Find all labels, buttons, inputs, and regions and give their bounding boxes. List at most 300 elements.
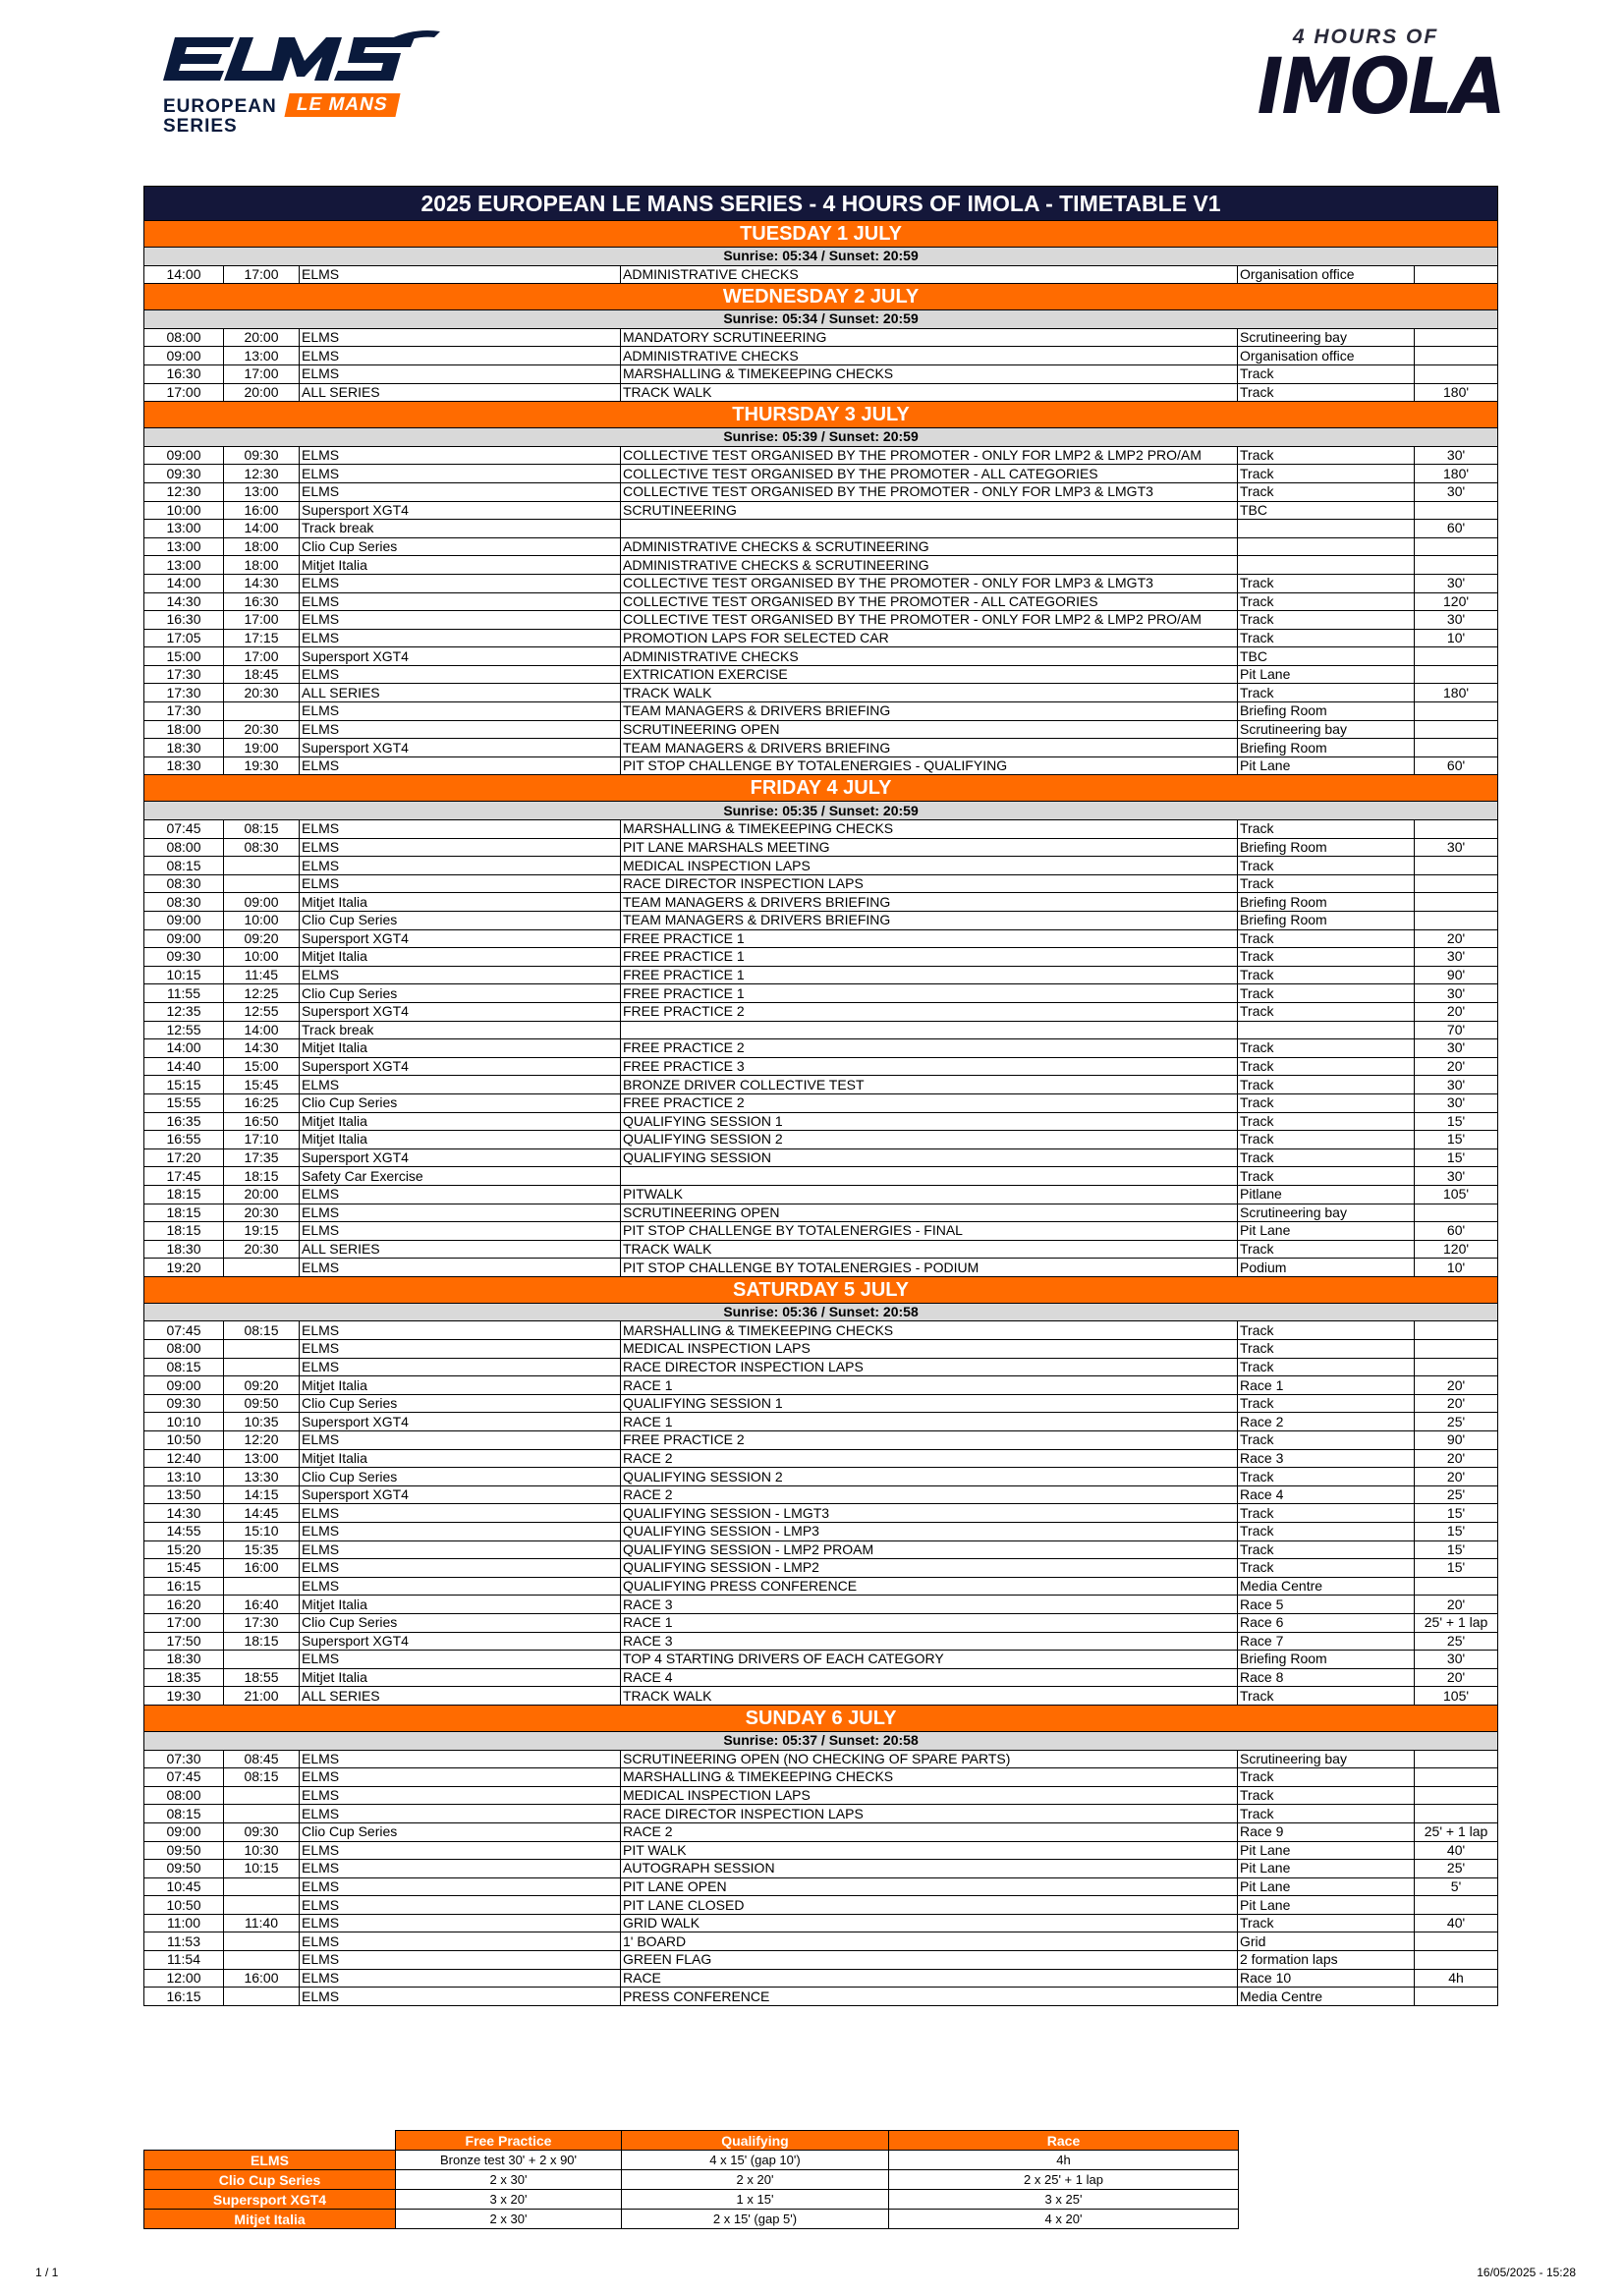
cell-end-time xyxy=(224,702,300,721)
table-row xyxy=(144,611,1498,630)
day-header-row xyxy=(144,284,1498,310)
cell-start-time: 13:00 xyxy=(144,520,224,538)
cell-start-time: 08:00 xyxy=(144,838,224,857)
cell-start-time: 07:45 xyxy=(144,820,224,839)
table-row xyxy=(144,857,1498,875)
cell-start-time: 19:20 xyxy=(144,1259,224,1277)
cell-activity: ADMINISTRATIVE CHECKS xyxy=(621,347,1238,365)
cell-activity: SCRUTINEERING OPEN (NO CHECKING OF SPARE PARTS) xyxy=(621,1750,1238,1768)
table-row xyxy=(144,1668,1498,1687)
cell-activity xyxy=(621,1021,1238,1039)
cell-activity: QUALIFYING SESSION - LMP3 xyxy=(621,1523,1238,1541)
cell-duration xyxy=(1415,364,1498,383)
cell-series: Mitjet Italia xyxy=(300,1449,621,1468)
table-row xyxy=(144,1485,1498,1504)
cell-activity: QUALIFYING SESSION - LMP2 xyxy=(621,1559,1238,1578)
cell-location: Track xyxy=(1238,364,1415,383)
summary-race: 3 x 25' xyxy=(889,2190,1239,2210)
cell-activity: FREE PRACTICE 1 xyxy=(621,966,1238,984)
cell-end-time xyxy=(224,1340,300,1359)
cell-location: Track xyxy=(1238,1321,1415,1340)
cell-start-time: 11:00 xyxy=(144,1914,224,1932)
summary-qualifying: 2 x 20' xyxy=(622,2170,889,2190)
cell-location: Track xyxy=(1238,1559,1415,1578)
cell-location: Race 7 xyxy=(1238,1632,1415,1651)
cell-series: ELMS xyxy=(300,702,621,721)
cell-end-time: 14:15 xyxy=(224,1485,300,1504)
cell-duration: 30' xyxy=(1415,446,1498,465)
cell-activity: ADMINISTRATIVE CHECKS xyxy=(621,265,1238,284)
cell-series: ELMS xyxy=(300,1340,621,1359)
cell-start-time: 09:30 xyxy=(144,465,224,483)
table-row xyxy=(144,501,1498,520)
cell-end-time xyxy=(224,1805,300,1823)
cell-activity: COLLECTIVE TEST ORGANISED BY THE PROMOTER - ONLY FOR LMP3 & LMGT3 xyxy=(621,574,1238,592)
cell-duration: 15' xyxy=(1415,1131,1498,1149)
cell-activity: RACE DIRECTOR INSPECTION LAPS xyxy=(621,874,1238,893)
cell-duration xyxy=(1415,1750,1498,1768)
cell-activity: FREE PRACTICE 1 xyxy=(621,929,1238,948)
cell-start-time: 12:30 xyxy=(144,482,224,501)
table-row xyxy=(144,1468,1498,1486)
cell-activity: RACE DIRECTOR INSPECTION LAPS xyxy=(621,1358,1238,1376)
elms-badge-le-mans: LE MANS xyxy=(284,93,400,117)
cell-duration xyxy=(1415,1988,1498,2006)
cell-activity: MARSHALLING & TIMEKEEPING CHECKS xyxy=(621,364,1238,383)
cell-activity: PIT LANE OPEN xyxy=(621,1877,1238,1896)
cell-series: Supersport XGT4 xyxy=(300,739,621,757)
cell-series: ELMS xyxy=(300,756,621,775)
cell-activity: QUALIFYING SESSION 2 xyxy=(621,1468,1238,1486)
table-row xyxy=(144,1259,1498,1277)
summary-series: ELMS xyxy=(144,2151,396,2170)
cell-duration xyxy=(1415,1768,1498,1787)
cell-series: ELMS xyxy=(300,838,621,857)
cell-activity: RACE 2 xyxy=(621,1485,1238,1504)
cell-location: Track xyxy=(1238,1358,1415,1376)
cell-start-time: 17:45 xyxy=(144,1167,224,1186)
cell-location: Pit Lane xyxy=(1238,665,1415,684)
cell-activity: QUALIFYING SESSION xyxy=(621,1148,1238,1167)
cell-series: ELMS xyxy=(300,874,621,893)
cell-start-time: 18:00 xyxy=(144,720,224,739)
cell-duration xyxy=(1415,1805,1498,1823)
cell-start-time: 08:15 xyxy=(144,1358,224,1376)
cell-start-time: 08:30 xyxy=(144,893,224,912)
cell-duration: 20' xyxy=(1415,1376,1498,1395)
cell-duration: 10' xyxy=(1415,1259,1498,1277)
cell-activity: RACE 1 xyxy=(621,1613,1238,1632)
cell-activity: PIT STOP CHALLENGE BY TOTALENERGIES - QUALIFYING xyxy=(621,756,1238,775)
cell-series: Mitjet Italia xyxy=(300,1039,621,1058)
day-label: WEDNESDAY 2 JULY xyxy=(144,284,1498,310)
sun-times-row xyxy=(144,428,1498,447)
cell-end-time: 08:15 xyxy=(224,1768,300,1787)
cell-series: ELMS xyxy=(300,1321,621,1340)
cell-activity: GREEN FLAG xyxy=(621,1951,1238,1970)
cell-location: Briefing Room xyxy=(1238,702,1415,721)
table-row xyxy=(144,1932,1498,1951)
cell-start-time: 08:00 xyxy=(144,1786,224,1805)
cell-duration xyxy=(1415,820,1498,839)
cell-start-time: 09:30 xyxy=(144,1394,224,1413)
cell-duration xyxy=(1415,1340,1498,1359)
cell-duration xyxy=(1415,739,1498,757)
cell-end-time: 14:00 xyxy=(224,1021,300,1039)
table-row xyxy=(144,1805,1498,1823)
cell-activity: FREE PRACTICE 2 xyxy=(621,1039,1238,1058)
cell-series: Supersport XGT4 xyxy=(300,1632,621,1651)
cell-start-time: 10:15 xyxy=(144,966,224,984)
cell-activity: RACE 3 xyxy=(621,1596,1238,1614)
table-row xyxy=(144,328,1498,347)
cell-start-time: 08:15 xyxy=(144,857,224,875)
cell-end-time xyxy=(224,1651,300,1669)
cell-series: ELMS xyxy=(300,592,621,611)
cell-series: ELMS xyxy=(300,1651,621,1669)
day-label: TUESDAY 1 JULY xyxy=(144,221,1498,248)
cell-series: ELMS xyxy=(300,1540,621,1559)
cell-end-time: 17:00 xyxy=(224,265,300,284)
cell-location: Track xyxy=(1238,1240,1415,1259)
cell-duration: 180' xyxy=(1415,684,1498,702)
cell-location: Track xyxy=(1238,1687,1415,1706)
cell-location: Track xyxy=(1238,446,1415,465)
summary-header-free-practice: Free Practice xyxy=(396,2131,622,2151)
cell-start-time: 11:53 xyxy=(144,1932,224,1951)
summary-race: 4 x 20' xyxy=(889,2210,1239,2229)
cell-end-time: 20:30 xyxy=(224,684,300,702)
cell-activity: TRACK WALK xyxy=(621,383,1238,402)
cell-activity: TRACK WALK xyxy=(621,684,1238,702)
cell-activity: RACE xyxy=(621,1969,1238,1988)
cell-start-time: 14:30 xyxy=(144,1504,224,1523)
cell-series: ELMS xyxy=(300,364,621,383)
cell-activity: PRESS CONFERENCE xyxy=(621,1988,1238,2006)
cell-end-time: 14:30 xyxy=(224,1039,300,1058)
cell-start-time: 17:30 xyxy=(144,684,224,702)
cell-duration: 60' xyxy=(1415,520,1498,538)
cell-location: Track xyxy=(1238,966,1415,984)
cell-location: Scrutineering bay xyxy=(1238,1750,1415,1768)
cell-activity: TEAM MANAGERS & DRIVERS BRIEFING xyxy=(621,739,1238,757)
cell-start-time: 16:30 xyxy=(144,364,224,383)
table-row xyxy=(144,1969,1498,1988)
sun-times-row xyxy=(144,802,1498,820)
cell-activity: BRONZE DRIVER COLLECTIVE TEST xyxy=(621,1076,1238,1094)
cell-activity: FREE PRACTICE 2 xyxy=(621,1431,1238,1450)
cell-end-time: 10:15 xyxy=(224,1860,300,1878)
summary-series: Supersport XGT4 xyxy=(144,2190,396,2210)
cell-location: Track xyxy=(1238,1002,1415,1021)
cell-series: ELMS xyxy=(300,574,621,592)
table-row xyxy=(144,1822,1498,1841)
cell-duration xyxy=(1415,893,1498,912)
table-row xyxy=(144,364,1498,383)
cell-location: Track xyxy=(1238,592,1415,611)
cell-start-time: 18:30 xyxy=(144,739,224,757)
cell-end-time: 09:20 xyxy=(224,1376,300,1395)
cell-start-time: 07:30 xyxy=(144,1750,224,1768)
cell-location: Race 1 xyxy=(1238,1376,1415,1395)
cell-series: Mitjet Italia xyxy=(300,1376,621,1395)
cell-location: Track xyxy=(1238,574,1415,592)
cell-start-time: 14:55 xyxy=(144,1523,224,1541)
day-label: THURSDAY 3 JULY xyxy=(144,402,1498,428)
cell-series: ELMS xyxy=(300,611,621,630)
sun-times: Sunrise: 05:34 / Sunset: 20:59 xyxy=(144,248,1498,266)
cell-duration: 15' xyxy=(1415,1504,1498,1523)
cell-duration xyxy=(1415,874,1498,893)
cell-activity: COLLECTIVE TEST ORGANISED BY THE PROMOTER - ALL CATEGORIES xyxy=(621,592,1238,611)
cell-location xyxy=(1238,520,1415,538)
cell-start-time: 09:00 xyxy=(144,912,224,930)
cell-duration xyxy=(1415,1577,1498,1596)
cell-end-time: 13:00 xyxy=(224,482,300,501)
cell-series: Mitjet Italia xyxy=(300,1131,621,1149)
cell-activity: TOP 4 STARTING DRIVERS OF EACH CATEGORY xyxy=(621,1651,1238,1669)
summary-series: Mitjet Italia xyxy=(144,2210,396,2229)
cell-start-time: 17:30 xyxy=(144,665,224,684)
cell-end-time: 20:00 xyxy=(224,383,300,402)
table-row xyxy=(144,1613,1498,1632)
table-row xyxy=(144,520,1498,538)
cell-location: Track xyxy=(1238,611,1415,630)
cell-end-time: 09:30 xyxy=(224,446,300,465)
cell-start-time: 17:30 xyxy=(144,702,224,721)
sun-times-row xyxy=(144,1731,1498,1750)
cell-series: Supersport XGT4 xyxy=(300,1413,621,1431)
cell-location: Track xyxy=(1238,948,1415,967)
cell-series: ELMS xyxy=(300,1358,621,1376)
cell-start-time: 18:35 xyxy=(144,1668,224,1687)
cell-duration xyxy=(1415,665,1498,684)
cell-activity: QUALIFYING SESSION 1 xyxy=(621,1112,1238,1131)
cell-location: Track xyxy=(1238,820,1415,839)
cell-start-time: 18:15 xyxy=(144,1185,224,1204)
cell-end-time xyxy=(224,1988,300,2006)
cell-series: ELMS xyxy=(300,1841,621,1860)
table-row xyxy=(144,347,1498,365)
table-row xyxy=(144,465,1498,483)
cell-end-time xyxy=(224,1877,300,1896)
cell-duration: 20' xyxy=(1415,1057,1498,1076)
table-row xyxy=(144,684,1498,702)
cell-duration xyxy=(1415,328,1498,347)
table-row xyxy=(144,756,1498,775)
cell-end-time: 17:00 xyxy=(224,647,300,666)
day-header-row xyxy=(144,775,1498,802)
cell-activity: SCRUTINEERING OPEN xyxy=(621,1204,1238,1222)
cell-end-time xyxy=(224,1358,300,1376)
cell-activity: RACE 2 xyxy=(621,1449,1238,1468)
cell-end-time: 10:00 xyxy=(224,948,300,967)
table-row xyxy=(144,1523,1498,1541)
summary-header-race: Race xyxy=(889,2131,1239,2151)
cell-start-time: 10:00 xyxy=(144,501,224,520)
cell-location: Scrutineering bay xyxy=(1238,328,1415,347)
cell-end-time: 15:45 xyxy=(224,1076,300,1094)
cell-end-time: 15:35 xyxy=(224,1540,300,1559)
cell-duration: 20' xyxy=(1415,1468,1498,1486)
cell-series: ELMS xyxy=(300,1222,621,1241)
cell-end-time: 10:00 xyxy=(224,912,300,930)
cell-series: ELMS xyxy=(300,1204,621,1222)
cell-duration: 120' xyxy=(1415,592,1498,611)
cell-end-time: 08:15 xyxy=(224,1321,300,1340)
cell-location: Pit Lane xyxy=(1238,1841,1415,1860)
cell-duration xyxy=(1415,265,1498,284)
cell-start-time: 11:55 xyxy=(144,984,224,1003)
cell-activity: QUALIFYING SESSION 2 xyxy=(621,1131,1238,1149)
cell-series: Track break xyxy=(300,520,621,538)
cell-duration: 20' xyxy=(1415,1596,1498,1614)
cell-end-time: 13:00 xyxy=(224,347,300,365)
cell-series: ELMS xyxy=(300,1523,621,1541)
table-row xyxy=(144,1786,1498,1805)
cell-start-time: 12:55 xyxy=(144,1021,224,1039)
cell-end-time: 20:00 xyxy=(224,328,300,347)
cell-start-time: 08:00 xyxy=(144,1340,224,1359)
cell-location: Organisation office xyxy=(1238,265,1415,284)
cell-location: Pit Lane xyxy=(1238,756,1415,775)
cell-location: Track xyxy=(1238,1093,1415,1112)
table-row xyxy=(144,1112,1498,1131)
cell-start-time: 15:55 xyxy=(144,1093,224,1112)
table-row xyxy=(144,1577,1498,1596)
table-row xyxy=(144,647,1498,666)
table-row xyxy=(144,1039,1498,1058)
cell-location: Pit Lane xyxy=(1238,1860,1415,1878)
cell-activity: SCRUTINEERING OPEN xyxy=(621,720,1238,739)
cell-duration xyxy=(1415,1896,1498,1915)
cell-series: Track break xyxy=(300,1021,621,1039)
table-row xyxy=(144,1131,1498,1149)
cell-activity: MEDICAL INSPECTION LAPS xyxy=(621,1786,1238,1805)
cell-end-time: 16:00 xyxy=(224,501,300,520)
cell-end-time: 12:55 xyxy=(224,1002,300,1021)
cell-start-time: 09:00 xyxy=(144,347,224,365)
cell-end-time: 18:45 xyxy=(224,665,300,684)
cell-start-time: 09:50 xyxy=(144,1841,224,1860)
cell-duration xyxy=(1415,556,1498,575)
cell-duration: 20' xyxy=(1415,1394,1498,1413)
cell-start-time: 14:40 xyxy=(144,1057,224,1076)
cell-location: Race 9 xyxy=(1238,1822,1415,1841)
table-row xyxy=(144,265,1498,284)
cell-activity: PIT LANE MARSHALS MEETING xyxy=(621,838,1238,857)
cell-series: ELMS xyxy=(300,1969,621,1988)
cell-end-time: 18:15 xyxy=(224,1167,300,1186)
cell-duration: 90' xyxy=(1415,1431,1498,1450)
elms-wordmark-graphic xyxy=(157,28,442,96)
cell-end-time xyxy=(224,874,300,893)
cell-end-time: 20:00 xyxy=(224,1185,300,1204)
cell-series: ELMS xyxy=(300,1750,621,1768)
elms-sub-series: SERIES xyxy=(163,116,238,137)
cell-end-time: 19:30 xyxy=(224,756,300,775)
cell-location: Briefing Room xyxy=(1238,912,1415,930)
cell-location: Organisation office xyxy=(1238,347,1415,365)
cell-end-time: 12:30 xyxy=(224,465,300,483)
cell-duration: 30' xyxy=(1415,1093,1498,1112)
cell-series: Clio Cup Series xyxy=(300,912,621,930)
cell-duration: 15' xyxy=(1415,1148,1498,1167)
table-row xyxy=(144,1358,1498,1376)
cell-duration: 10' xyxy=(1415,629,1498,647)
cell-end-time: 16:30 xyxy=(224,592,300,611)
table-row xyxy=(144,1185,1498,1204)
table-row xyxy=(144,1021,1498,1039)
sun-times: Sunrise: 05:34 / Sunset: 20:59 xyxy=(144,310,1498,329)
cell-series: Clio Cup Series xyxy=(300,537,621,556)
print-date: 16/05/2025 - 15:28 xyxy=(1477,2266,1576,2279)
cell-end-time: 18:00 xyxy=(224,556,300,575)
table-row xyxy=(144,1596,1498,1614)
table-row xyxy=(144,1204,1498,1222)
cell-activity: RACE 3 xyxy=(621,1632,1238,1651)
table-row xyxy=(144,1449,1498,1468)
cell-duration xyxy=(1415,1358,1498,1376)
cell-duration: 15' xyxy=(1415,1112,1498,1131)
cell-duration: 20' xyxy=(1415,1449,1498,1468)
cell-start-time: 17:50 xyxy=(144,1632,224,1651)
cell-duration: 180' xyxy=(1415,465,1498,483)
cell-start-time: 18:15 xyxy=(144,1204,224,1222)
session-summary-table xyxy=(143,2130,1239,2229)
cell-duration: 25' + 1 lap xyxy=(1415,1822,1498,1841)
cell-series: Supersport XGT4 xyxy=(300,647,621,666)
summary-qualifying: 4 x 15' (gap 10') xyxy=(622,2151,889,2170)
day-label: FRIDAY 4 JULY xyxy=(144,775,1498,802)
cell-activity xyxy=(621,520,1238,538)
table-row xyxy=(144,820,1498,839)
cell-duration: 30' xyxy=(1415,1167,1498,1186)
cell-end-time xyxy=(224,1577,300,1596)
cell-end-time xyxy=(224,1259,300,1277)
cell-duration: 105' xyxy=(1415,1185,1498,1204)
summary-free-practice: Bronze test 30' + 2 x 90' xyxy=(396,2151,622,2170)
cell-activity: PROMOTION LAPS FOR SELECTED CAR xyxy=(621,629,1238,647)
cell-series: ELMS xyxy=(300,482,621,501)
cell-series: Supersport XGT4 xyxy=(300,1002,621,1021)
cell-series: Clio Cup Series xyxy=(300,1093,621,1112)
cell-start-time: 07:45 xyxy=(144,1321,224,1340)
day-header-row xyxy=(144,1276,1498,1303)
sun-times-row xyxy=(144,248,1498,266)
table-row xyxy=(144,1896,1498,1915)
cell-end-time xyxy=(224,1896,300,1915)
cell-series: ELMS xyxy=(300,1076,621,1094)
cell-location: Track xyxy=(1238,1523,1415,1541)
table-row xyxy=(144,1376,1498,1395)
summary-row xyxy=(144,2210,1239,2229)
cell-location: Track xyxy=(1238,684,1415,702)
table-row xyxy=(144,1841,1498,1860)
cell-start-time: 09:50 xyxy=(144,1860,224,1878)
summary-row xyxy=(144,2151,1239,2170)
sun-times: Sunrise: 05:39 / Sunset: 20:59 xyxy=(144,428,1498,447)
cell-activity: MANDATORY SCRUTINEERING xyxy=(621,328,1238,347)
cell-duration: 40' xyxy=(1415,1841,1498,1860)
cell-end-time: 14:00 xyxy=(224,520,300,538)
cell-start-time: 10:50 xyxy=(144,1431,224,1450)
cell-location: Briefing Room xyxy=(1238,893,1415,912)
cell-activity: QUALIFYING SESSION 1 xyxy=(621,1394,1238,1413)
cell-location: Track xyxy=(1238,1039,1415,1058)
summary-free-practice: 2 x 30' xyxy=(396,2170,622,2190)
cell-duration xyxy=(1415,647,1498,666)
